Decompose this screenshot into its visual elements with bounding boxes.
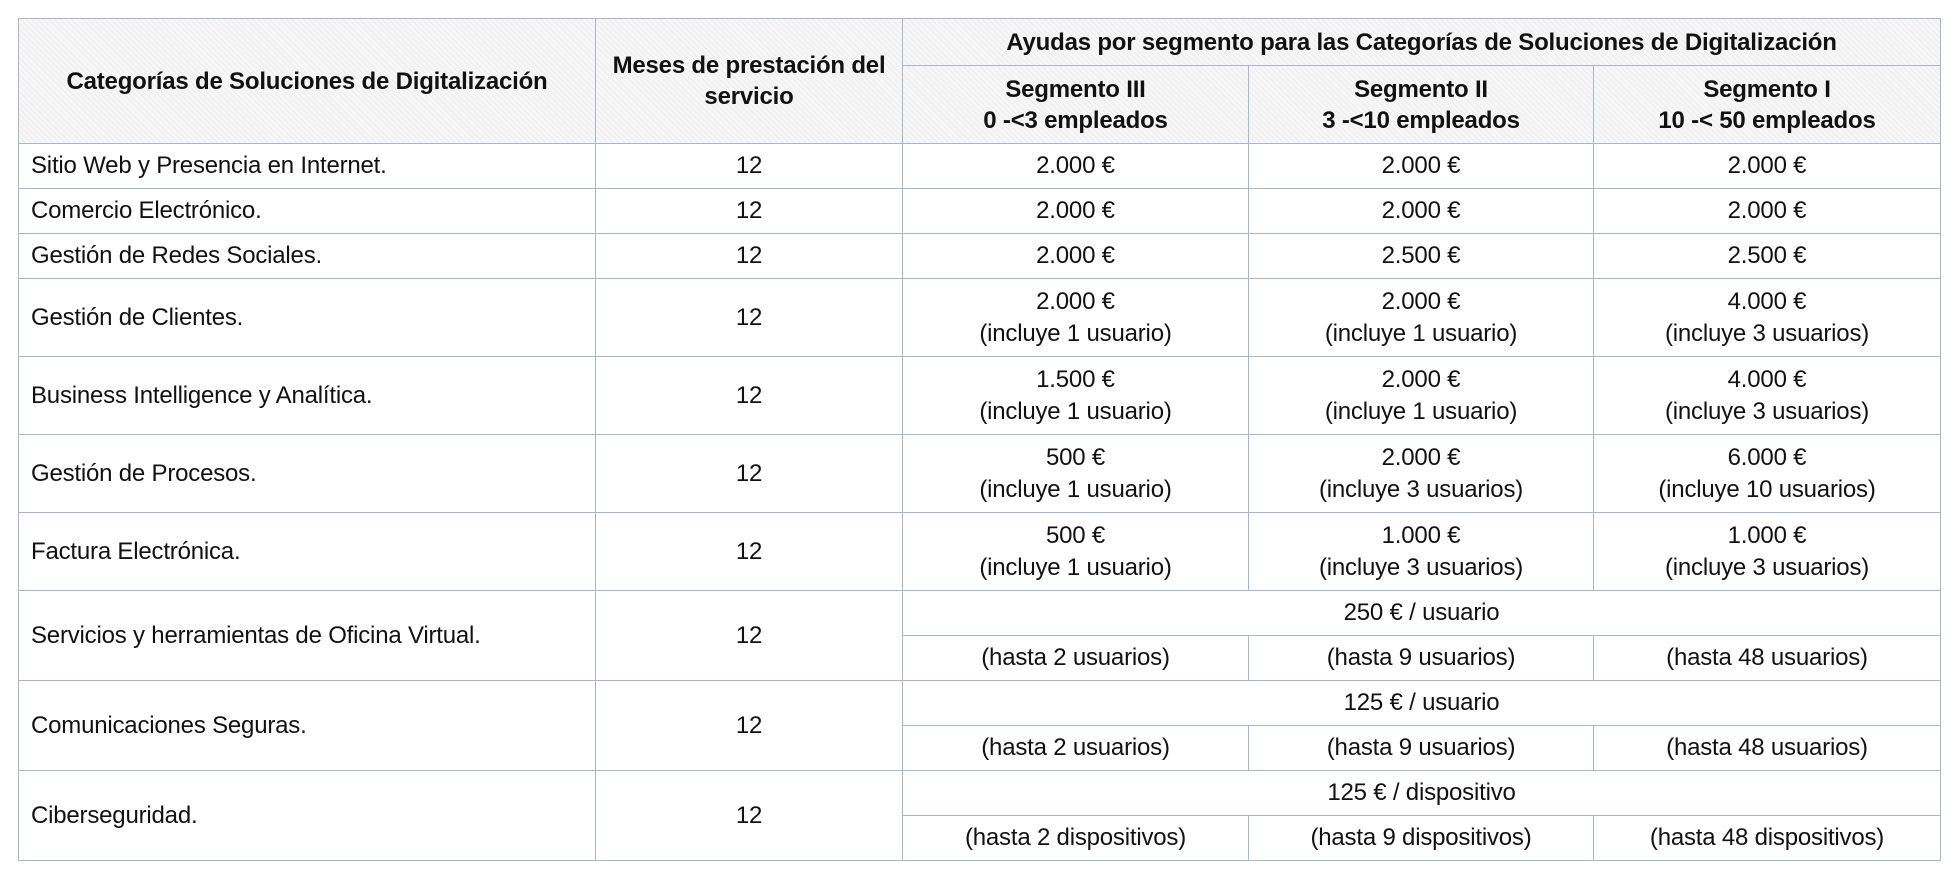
- amount-cell: [1249, 435, 1594, 513]
- limit-cell: (hasta 9 dispositivos): [1249, 816, 1594, 861]
- amount-cell: [1594, 435, 1941, 513]
- amount-cell: [903, 435, 1249, 513]
- amount-cell: [1249, 357, 1594, 435]
- amount-value: 2.000 €: [1381, 287, 1461, 315]
- amount-cell: [1594, 357, 1941, 435]
- shared-price-cell: 250 € / usuario: [903, 591, 1941, 636]
- limit-cell: (hasta 48 dispositivos): [1594, 816, 1941, 861]
- amount-cell: 2.000 €: [1594, 144, 1941, 189]
- months-cell: 12: [596, 435, 903, 513]
- segment-iii-header: [903, 66, 1249, 144]
- amount-note: (incluye 1 usuario): [979, 553, 1172, 581]
- table-container: [18, 18, 1941, 861]
- amount-value: 2.000 €: [1381, 443, 1461, 471]
- segment-range: 0 -<3 empleados: [983, 106, 1168, 134]
- months-cell: 12: [596, 681, 903, 771]
- segment-range: 10 -< 50 empleados: [1658, 106, 1876, 134]
- table-row: [19, 144, 1941, 189]
- amount-value: 1.000 €: [1727, 521, 1807, 549]
- amount-note: (incluye 1 usuario): [979, 475, 1172, 503]
- category-cell: Sitio Web y Presencia en Internet.: [19, 144, 596, 189]
- amount-cell: 2.000 €: [903, 144, 1249, 189]
- table-row: [19, 234, 1941, 279]
- amount-cell: 2.000 €: [1249, 144, 1594, 189]
- table-row: [19, 513, 1941, 591]
- category-cell: Ciberseguridad.: [19, 771, 596, 861]
- amount-value: 1.000 €: [1381, 521, 1461, 549]
- months-cell: 12: [596, 189, 903, 234]
- amount-note: (incluye 1 usuario): [979, 397, 1172, 425]
- table-body: [19, 144, 1941, 861]
- limit-cell: (hasta 2 usuarios): [903, 726, 1249, 771]
- limit-cell: (hasta 48 usuarios): [1594, 726, 1941, 771]
- amount-cell: [903, 279, 1249, 357]
- months-cell: 12: [596, 771, 903, 861]
- limit-cell: (hasta 2 dispositivos): [903, 816, 1249, 861]
- category-cell: Gestión de Redes Sociales.: [19, 234, 596, 279]
- subsidy-table: [18, 18, 1941, 861]
- amount-value: 4.000 €: [1727, 287, 1807, 315]
- amount-value: 500 €: [1045, 443, 1106, 471]
- amount-note: (incluye 3 usuarios): [1664, 553, 1870, 581]
- amount-value: 6.000 €: [1727, 443, 1807, 471]
- amount-cell: 2.000 €: [1249, 189, 1594, 234]
- table-header: [19, 19, 1941, 144]
- amount-cell: [1594, 513, 1941, 591]
- category-column-header: Categorías de Soluciones de Digitalización: [19, 19, 596, 144]
- limit-cell: (hasta 2 usuarios): [903, 636, 1249, 681]
- segment-ii-header: [1249, 66, 1594, 144]
- months-cell: 12: [596, 144, 903, 189]
- shared-price-cell: 125 € / dispositivo: [903, 771, 1941, 816]
- segment-name: Segmento III: [1005, 75, 1146, 103]
- months-cell: 12: [596, 513, 903, 591]
- amount-note: (incluye 1 usuario): [1324, 319, 1518, 347]
- amount-value: 4.000 €: [1727, 365, 1807, 393]
- segment-i-header: [1594, 66, 1941, 144]
- table-row: [19, 357, 1941, 435]
- amount-cell: [903, 513, 1249, 591]
- amount-cell: [1249, 513, 1594, 591]
- amount-note: (incluye 3 usuarios): [1664, 397, 1870, 425]
- category-cell: Factura Electrónica.: [19, 513, 596, 591]
- table-row: [19, 591, 1941, 636]
- table-row: [19, 771, 1941, 816]
- segment-range: 3 -<10 empleados: [1322, 106, 1520, 134]
- amount-note: (incluye 3 usuarios): [1318, 553, 1524, 581]
- category-cell: Comercio Electrónico.: [19, 189, 596, 234]
- segment-name: Segmento I: [1703, 75, 1831, 103]
- limit-cell: (hasta 9 usuarios): [1249, 726, 1594, 771]
- category-cell: Gestión de Procesos.: [19, 435, 596, 513]
- limit-cell: (hasta 48 usuarios): [1594, 636, 1941, 681]
- amount-note: (incluye 1 usuario): [1324, 397, 1518, 425]
- months-cell: 12: [596, 591, 903, 681]
- amount-note: (incluye 1 usuario): [979, 319, 1172, 347]
- amount-value: 500 €: [1045, 521, 1106, 549]
- amount-cell: [1594, 279, 1941, 357]
- amount-value: 2.000 €: [1381, 365, 1461, 393]
- category-cell: Gestión de Clientes.: [19, 279, 596, 357]
- amount-cell: [903, 357, 1249, 435]
- category-cell: Comunicaciones Seguras.: [19, 681, 596, 771]
- amount-cell: 2.500 €: [1249, 234, 1594, 279]
- amount-note: (incluye 3 usuarios): [1318, 475, 1524, 503]
- months-cell: 12: [596, 234, 903, 279]
- table-row: [19, 189, 1941, 234]
- amount-cell: 2.000 €: [903, 189, 1249, 234]
- table-row: [19, 435, 1941, 513]
- table-row: [19, 279, 1941, 357]
- limit-cell: (hasta 9 usuarios): [1249, 636, 1594, 681]
- category-cell: Servicios y herramientas de Oficina Virtual.: [19, 591, 596, 681]
- segments-group-header: Ayudas por segmento para las Categorías de Soluciones de Digitalización: [903, 19, 1941, 66]
- category-cell: Business Intelligence y Analítica.: [19, 357, 596, 435]
- amount-cell: 2.500 €: [1594, 234, 1941, 279]
- amount-note: (incluye 10 usuarios): [1658, 475, 1876, 503]
- amount-value: 1.500 €: [1036, 365, 1115, 393]
- amount-cell: 2.000 €: [1594, 189, 1941, 234]
- months-column-header: Meses de prestación del servicio: [596, 19, 903, 144]
- amount-cell: 2.000 €: [903, 234, 1249, 279]
- segment-name: Segmento II: [1354, 75, 1488, 103]
- table-row: [19, 681, 1941, 726]
- amount-note: (incluye 3 usuarios): [1664, 319, 1870, 347]
- amount-value: 2.000 €: [1036, 287, 1115, 315]
- shared-price-cell: 125 € / usuario: [903, 681, 1941, 726]
- months-cell: 12: [596, 279, 903, 357]
- amount-cell: [1249, 279, 1594, 357]
- months-cell: 12: [596, 357, 903, 435]
